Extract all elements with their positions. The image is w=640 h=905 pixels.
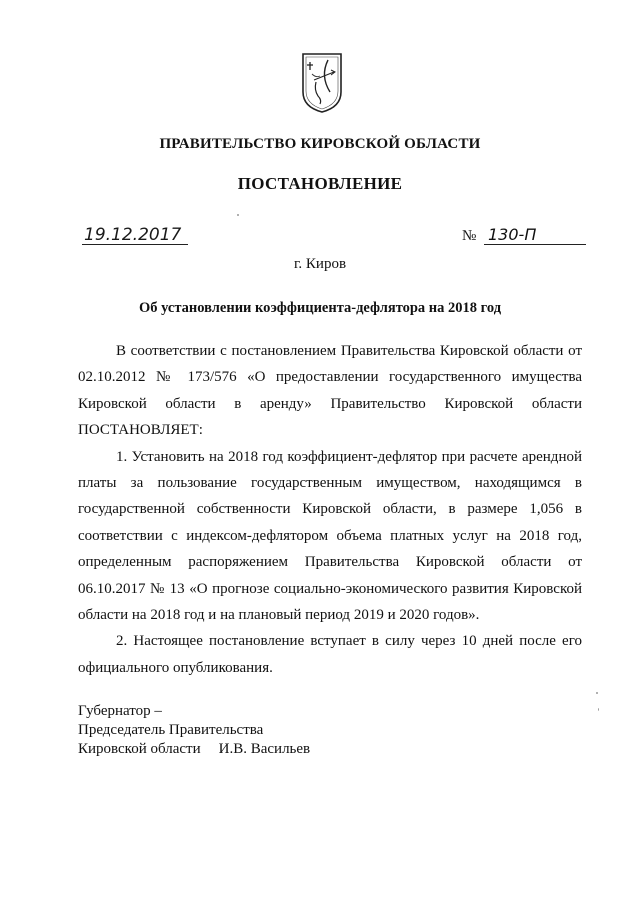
scan-speck	[598, 708, 599, 711]
signature-block	[78, 702, 398, 759]
document-type-title: ПОСТАНОВЛЕНИЕ	[237, 174, 403, 193]
signer-title-line-1: Губернатор –	[78, 703, 162, 719]
signer-title-line-3: Кировской области	[78, 741, 201, 757]
number-label: №	[462, 228, 477, 244]
item-2-paragraph: 2. Настоящее постановление вступает в силу через 10 дней после его официального опубликования.	[78, 633, 582, 676]
signer-title-line-2: Председатель Правительства	[78, 722, 264, 738]
scan-speck	[237, 214, 239, 216]
intro-paragraph: В соответствии с постановлением Правительства Кировской области от 02.10.2012 № 173/576 «О предоставлении государственного имущества Кировской области в аренду» Правительство Кировской области ПОСТАНОВЛЯЕТ:	[78, 343, 582, 439]
item-1-paragraph: 1. Установить на 2018 год коэффициент-дефлятор при расчете арендной платы за пользование государственным имуществом, находящимся в государственной собственности Кировской области, в размере 1,056 в соответствии с индексом-дефлятором объема платных услуг на 2018 год, определенным распоряжением Правительства Кировской области от 06.10.2017 № 13 «О прогнозе социально-экономического развития Кировской области на 2018 год и на плановый период 2019 и 2020 годов».	[78, 448, 582, 624]
organization-title: ПРАВИТЕЛЬСТВО КИРОВСКОЙ ОБЛАСТИ	[159, 136, 481, 152]
document-number-field	[462, 226, 582, 246]
kirov-coat-of-arms-icon	[300, 52, 344, 114]
city: г. Киров	[293, 256, 347, 272]
document-number: 130-П	[484, 226, 586, 245]
document-date: 19.12.2017	[82, 226, 188, 245]
signer-name: И.В. Васильев	[218, 741, 311, 757]
scan-speck	[596, 692, 598, 694]
document-body	[78, 338, 582, 681]
document-subject: Об установлении коэффициента-дефлятора на 2018 год	[138, 300, 502, 316]
signer-title-line-3-wrap	[78, 740, 398, 759]
